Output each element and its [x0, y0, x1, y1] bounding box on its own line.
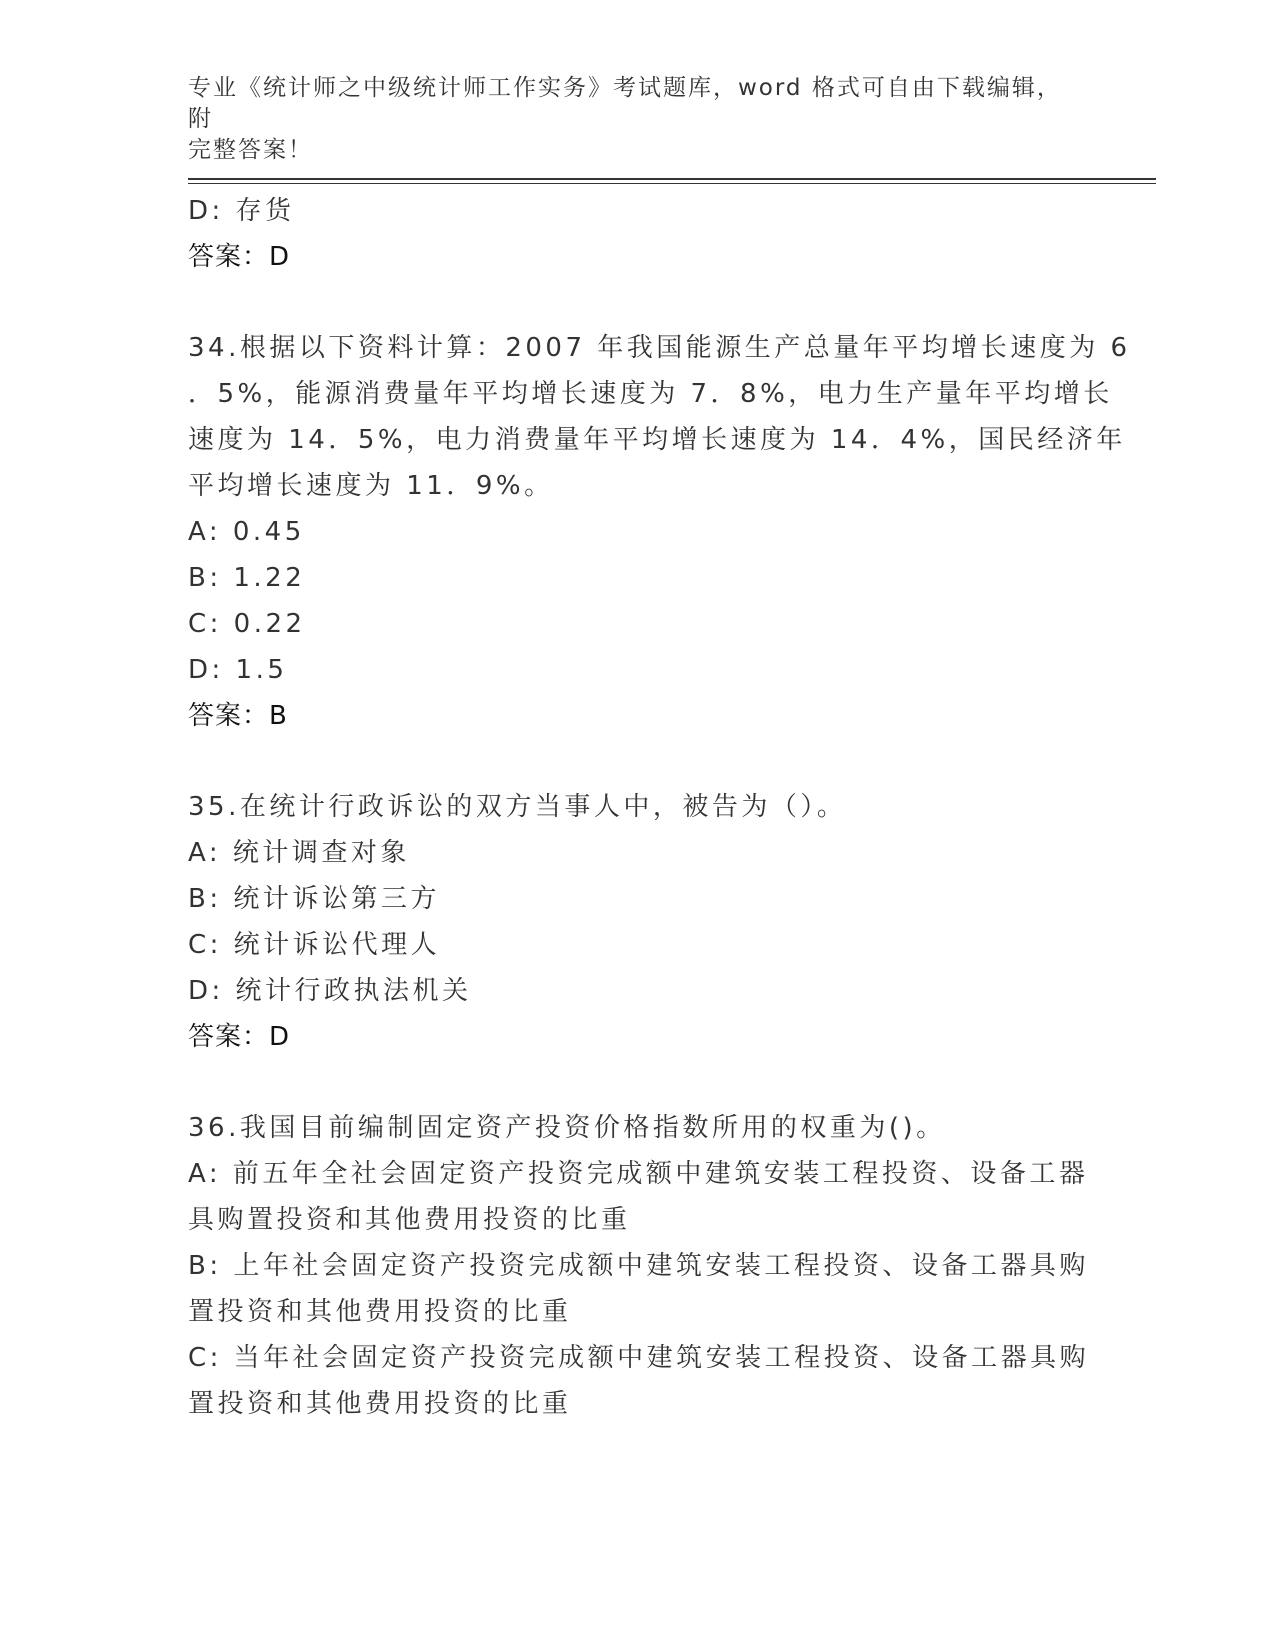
question-34 — [188, 325, 1131, 739]
spacer — [188, 1060, 1088, 1105]
question-35 — [188, 784, 1088, 1060]
q34-option-b: B: 1.22 — [188, 563, 306, 593]
header-line-1: 专业《统计师之中级统计师工作实务》考试题库，word 格式可自由下载编辑，附 — [188, 75, 1062, 132]
q36-option-c-line: C: 当年社会固定资产投资完成额中建筑安装工程投资、设备工器具购 — [188, 1343, 1090, 1373]
q34-option-d: D: 1.5 — [188, 655, 288, 685]
document-body — [188, 188, 1131, 1427]
q36-option-a-line: 具购置投资和其他费用投资的比重 — [188, 1205, 631, 1235]
q36-option-a-line: A: 前五年全社会固定资产投资完成额中建筑安装工程投资、设备工器 — [188, 1159, 1089, 1189]
q35-answer: 答案：D — [188, 1022, 291, 1052]
q36-option-b-line: B: 上年社会固定资产投资完成额中建筑安装工程投资、设备工器具购 — [188, 1251, 1089, 1281]
q34-option-c: C: 0.22 — [188, 609, 306, 639]
q34-option-a: A: 0.45 — [188, 517, 305, 547]
prev-answer: 答案：D — [188, 242, 291, 272]
prev-option-d: D: 存货 — [188, 196, 295, 226]
q35-option-c: C: 统计诉讼代理人 — [188, 930, 441, 960]
question-36 — [188, 1105, 1088, 1427]
q35-option-b: B: 统计诉讼第三方 — [188, 884, 440, 914]
q34-stem-line: 速度为 14．5%，电力消费量年平均增长速度为 14．4%，国民经济年 — [188, 425, 1126, 455]
header-divider — [188, 178, 1156, 180]
q34-stem-line: 34.根据以下资料计算：2007 年我国能源生产总量年平均增长速度为 6 — [188, 333, 1131, 363]
page-header — [188, 73, 1068, 166]
q34-stem-line: 平均增长速度为 11．9%。 — [188, 471, 554, 501]
q34-answer: 答案：B — [188, 701, 288, 731]
spacer — [188, 739, 1088, 784]
q35-stem: 35.在统计行政诉讼的双方当事人中，被告为（）。 — [188, 792, 847, 822]
q36-option-c-line: 置投资和其他费用投资的比重 — [188, 1389, 572, 1419]
header-divider-thin — [188, 183, 1156, 184]
q36-option-b-line: 置投资和其他费用投资的比重 — [188, 1297, 572, 1327]
header-line-2: 完整答案！ — [188, 137, 313, 163]
q34-stem-line: ．5%，能源消费量年平均增长速度为 7．8%，电力生产量年平均增长 — [188, 379, 1113, 409]
q35-option-d: D: 统计行政执法机关 — [188, 976, 472, 1006]
spacer — [188, 280, 1088, 325]
q35-option-a: A: 统计调查对象 — [188, 838, 410, 868]
q36-stem: 36.我国目前编制固定资产投资价格指数所用的权重为()。 — [188, 1113, 946, 1143]
